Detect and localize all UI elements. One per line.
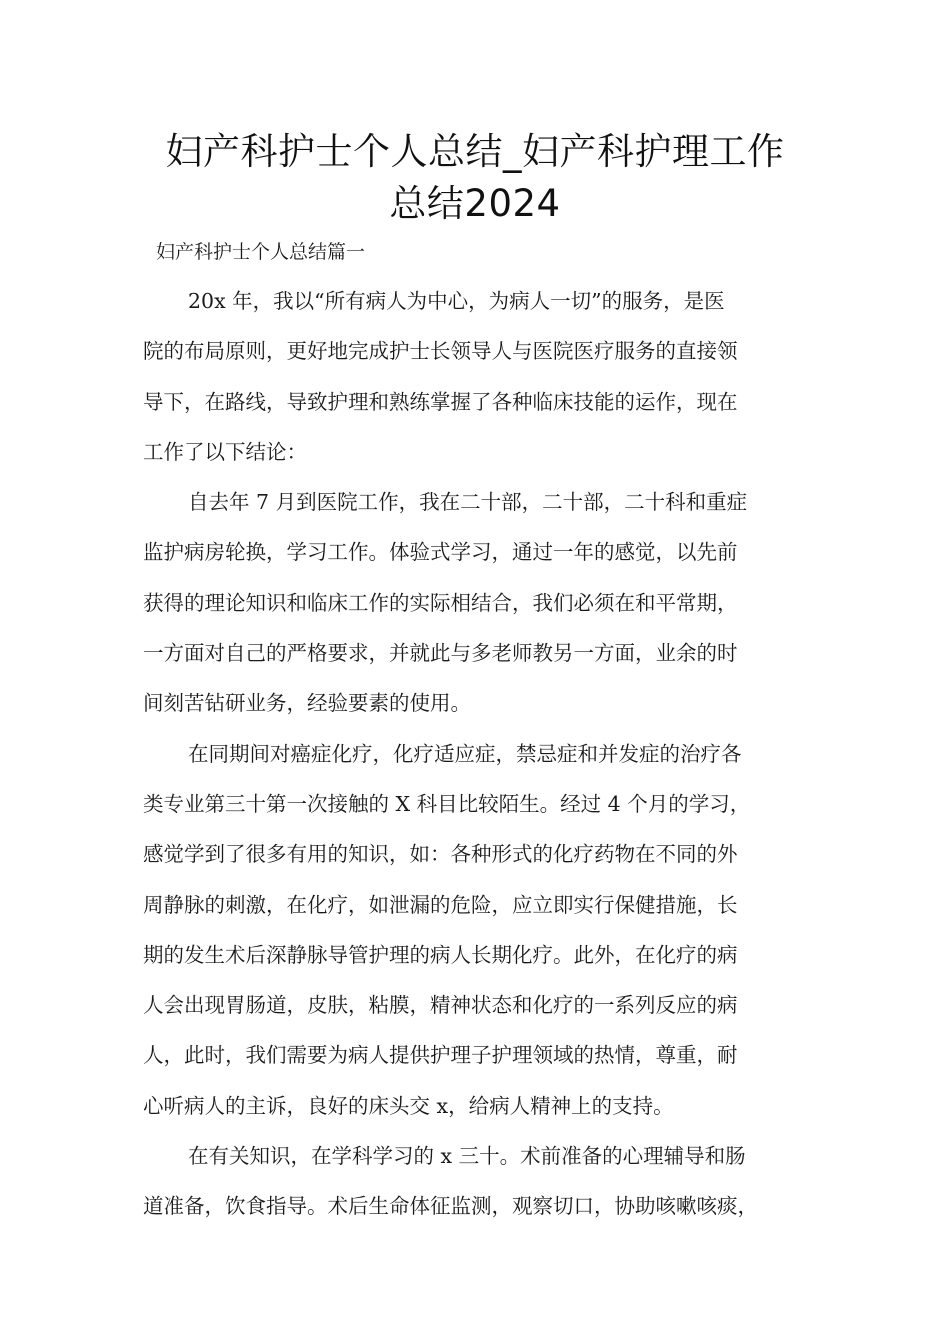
- text-line: 期的发生术后深静脉导管护理的病人长期化疗。此外，在化疗的病: [143, 942, 738, 967]
- section-heading: 妇产科护士个人总结篇一: [156, 241, 366, 263]
- text-line: 人，此时，我们需要为病人提供护理子护理领域的热情，尊重，耐: [143, 1043, 738, 1068]
- text-line: 导下，在路线，导致护理和熟练掌握了各种临床技能的运作，现在: [143, 389, 738, 414]
- text-line: 监护病房轮换，学习工作。体验式学习，通过一年的感觉，以先前: [143, 540, 738, 565]
- text-line: 间刻苦钻研业务，经验要素的使用。: [143, 691, 471, 716]
- paragraph-3: [143, 737, 813, 1139]
- text-line: 人会出现胃肠道，皮肤，粘膜，精神状态和化疗的一系列反应的病: [143, 993, 738, 1018]
- paragraph-4: [143, 1139, 813, 1240]
- text-line: 类专业第三十第一次接触的 X 科目比较陌生。经过 4 个月的学习，: [143, 791, 751, 816]
- body-text: [143, 284, 813, 1240]
- text-line: 院的布局原则，更好地完成护士长领导人与医院医疗服务的直接领: [143, 339, 738, 364]
- title-line-1: 妇产科护士个人总结_妇产科护理工作: [165, 130, 785, 173]
- text-line: 20x 年，我以“所有病人为中心，为病人一切”的服务，是医: [188, 289, 725, 313]
- text-line: 感觉学到了很多有用的知识，如：各种形式的化疗药物在不同的外: [143, 842, 738, 867]
- text-line: 周静脉的刺激，在化疗，如泄漏的危险，应立即实行保健措施，长: [143, 892, 738, 917]
- title-line-2: 总结2024: [389, 182, 561, 225]
- text-line: 在同期间对癌症化疗，化疗适应症，禁忌症和并发症的治疗各: [188, 741, 742, 766]
- document-title: [120, 126, 830, 230]
- text-line: 获得的理论知识和临床工作的实际相结合，我们必须在和平常期，: [143, 590, 738, 615]
- text-line: 工作了以下结论：: [143, 439, 307, 464]
- text-line: 一方面对自己的严格要求，并就此与多老师教另一方面，业余的时: [143, 641, 738, 666]
- paragraph-1: [143, 284, 813, 485]
- paragraph-2: [143, 485, 813, 736]
- text-line: 心听病人的主诉，良好的床头交 x，给病人精神上的支持。: [143, 1093, 674, 1118]
- text-line: 在有关知识，在学科学习的 x 三十。术前准备的心理辅导和肠: [188, 1144, 746, 1169]
- text-line: 道准备，饮食指导。术后生命体征监测，观察切口，协助咳嗽咳痰，: [143, 1194, 758, 1219]
- text-line: 自去年 7 月到医院工作，我在二十部，二十部，二十科和重症: [188, 490, 748, 515]
